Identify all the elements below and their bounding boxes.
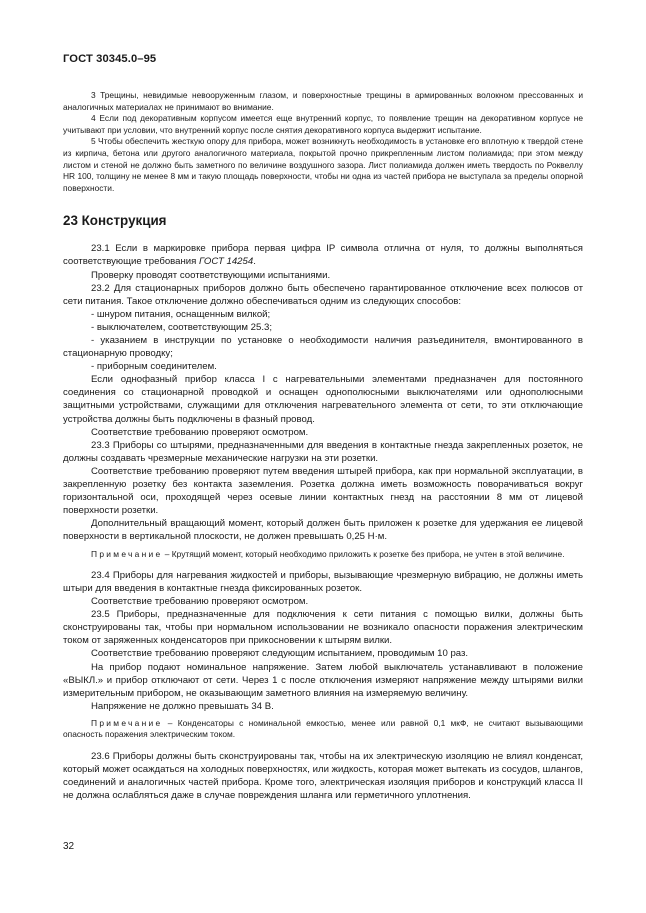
standard-reference: ГОСТ 14254 (199, 256, 254, 268)
list-item: - выключателем, соответствующим 25.3; (91, 321, 272, 333)
clause-text: 23.1 Если в маркировке прибора первая цифра IP символа отлична от нуля, то должны выполняться соответствующие требования (63, 243, 583, 268)
page-content (63, 90, 583, 802)
body-paragraph: Соответствие требованию проверяют осмотром. (91, 596, 309, 608)
body-paragraph: 23.4 Приборы для нагревания жидкостей и приборы, вызывающие чрезмерную вибрацию, не должны иметь штыри для введения в контактные гнезда фиксированных розеток. (63, 569, 583, 594)
note-paragraph: 5 Чтобы обеспечить жесткую опору для прибора, может возникнуть необходимость в установке его вплотную к твердой стене из кирпича, бетона или другого аналогичного материала, покрытой прочно прикрепленным листом полиамида; при этом между листом и стеной не должно быть заметного по величине воздушного зазора. Лист полиамида должен иметь твердость по Роквеллу HR 100, толщину не менее 8 мм и такую площадь поверхности, чтобы ни одна из частей прибора не выступала за пределы опорной поверхности. (63, 136, 583, 193)
note-label: Примечание (91, 717, 163, 728)
body-paragraph: Напряжение не должно превышать 34 В. (91, 700, 274, 712)
section-body (63, 242, 583, 802)
body-paragraph: 23.5 Приборы, предназначенные для подключения к сети питания с помощью вилки, должны быть сконструированы так, чтобы при нормальном использовании не возникало опасности поражения электрическим током от заряженных конденсаторов при прикосновении к штырям вилки. (63, 609, 583, 647)
list-item: - указанием в инструкции по установке о необходимости наличия разъединителя, вмонтированного в стационарную проводку; (63, 335, 583, 360)
note-2 (63, 718, 583, 741)
note-paragraph: 3 Трещины, невидимые невооруженным глазом, и поверхностные трещины в армированных волокном прессованных и аналогичных материалах не принимают во внимание. (63, 90, 583, 112)
document-header: ГОСТ 30345.0–95 (63, 53, 157, 65)
body-paragraph: Соответствие требованию проверяют следующим испытанием, проводимым 10 раз. (91, 648, 469, 660)
body-paragraph: 23.2 Для стационарных приборов должно быть обеспечено гарантированное отключение всех полюсов от сети питания. Такое отключение должно обеспечиваться одним из следующих способов: (63, 282, 583, 307)
list-item: - приборным соединителем. (91, 361, 217, 373)
note-text: – Крутящий момент, который необходимо приложить к розетке без прибора, не учтен в этой величине. (162, 548, 565, 559)
body-paragraph: Соответствие требованию проверяют осмотром. (91, 426, 309, 438)
clause-23-1 (63, 242, 583, 268)
section-heading: 23 Конструкция (63, 213, 167, 229)
note-paragraph: 4 Если под декоративным корпусом имеется еще внутренний корпус, то появление трещин на декоративном корпусе не учитывают при условии, что внутренний корпус после снятия декоративного корпуса выдержит испытание. (63, 113, 583, 135)
body-paragraph: 23.3 Приборы со штырями, предназначенными для введения в контактные гнезда закрепленных розеток, не должны создавать чрезмерные механические нагрузки на эти розетки. (63, 439, 583, 464)
body-paragraph: Проверку проводят соответствующими испытаниями. (91, 269, 331, 281)
body-paragraph: Если однофазный прибор класса I с нагревательными элементами предназначен для постоянного соединения со стационарной проводкой и оснащен однополюсными выключателями или однополюсными защитными устройствами, служащими для отключения нагревательного элемента от сети, то эти отключающие устройства должны быть подключены в фазный провод. (63, 374, 583, 425)
page-number: 32 (63, 841, 75, 852)
body-paragraph: Дополнительный вращающий момент, который должен быть приложен к розетке для удержания ее лицевой поверхности в вертикальной плоскости, не должен превышать 0,25 Н·м. (63, 518, 583, 543)
list-item: - шнуром питания, оснащенным вилкой; (91, 308, 271, 320)
body-paragraph: На прибор подают номинальное напряжение. Затем любой выключатель устанавливают в положение «ВЫКЛ.» и прибор отключают от сети. Через 1 с после отключения измеряют напряжение между штырями вилки измерительным прибором, не оказывающим заметного влияния на измеряемую величину. (63, 661, 583, 699)
clause-text-end: . (253, 256, 256, 268)
note-text: – Конденсаторы с номинальной емкостью, менее или равной 0,1 мкФ, не считают вызывающими опасность поражения электрическим током. (63, 717, 583, 740)
note-label: Примечание (91, 548, 163, 559)
body-paragraph: Соответствие требованию проверяют путем введения штырей прибора, как при нормальной эксплуатации, в закрепленную розетку без контакта заземления. Розетка должна иметь возможность поворачиваться вокруг горизонтальной оси, проходящей через осевые линии контактных гнезд на расстоянии 8 мм от лицевой поверхности розетки. (63, 465, 583, 517)
note-1 (63, 549, 583, 560)
body-paragraph: 23.6 Приборы должны быть сконструированы так, чтобы на их электрическую изоляцию не влиял конденсат, который может осаждаться на холодных поверхностях, или жидкость, которая может вытекать из сосудов, шлангов, соединений и аналогичных частей прибора. Кроме того, электрическая изоляция приборов и конструкций класса II не должна ослабляться даже в случае повреждения шланга или герметичного уплотнения. (63, 750, 583, 802)
notes-top (63, 90, 583, 194)
